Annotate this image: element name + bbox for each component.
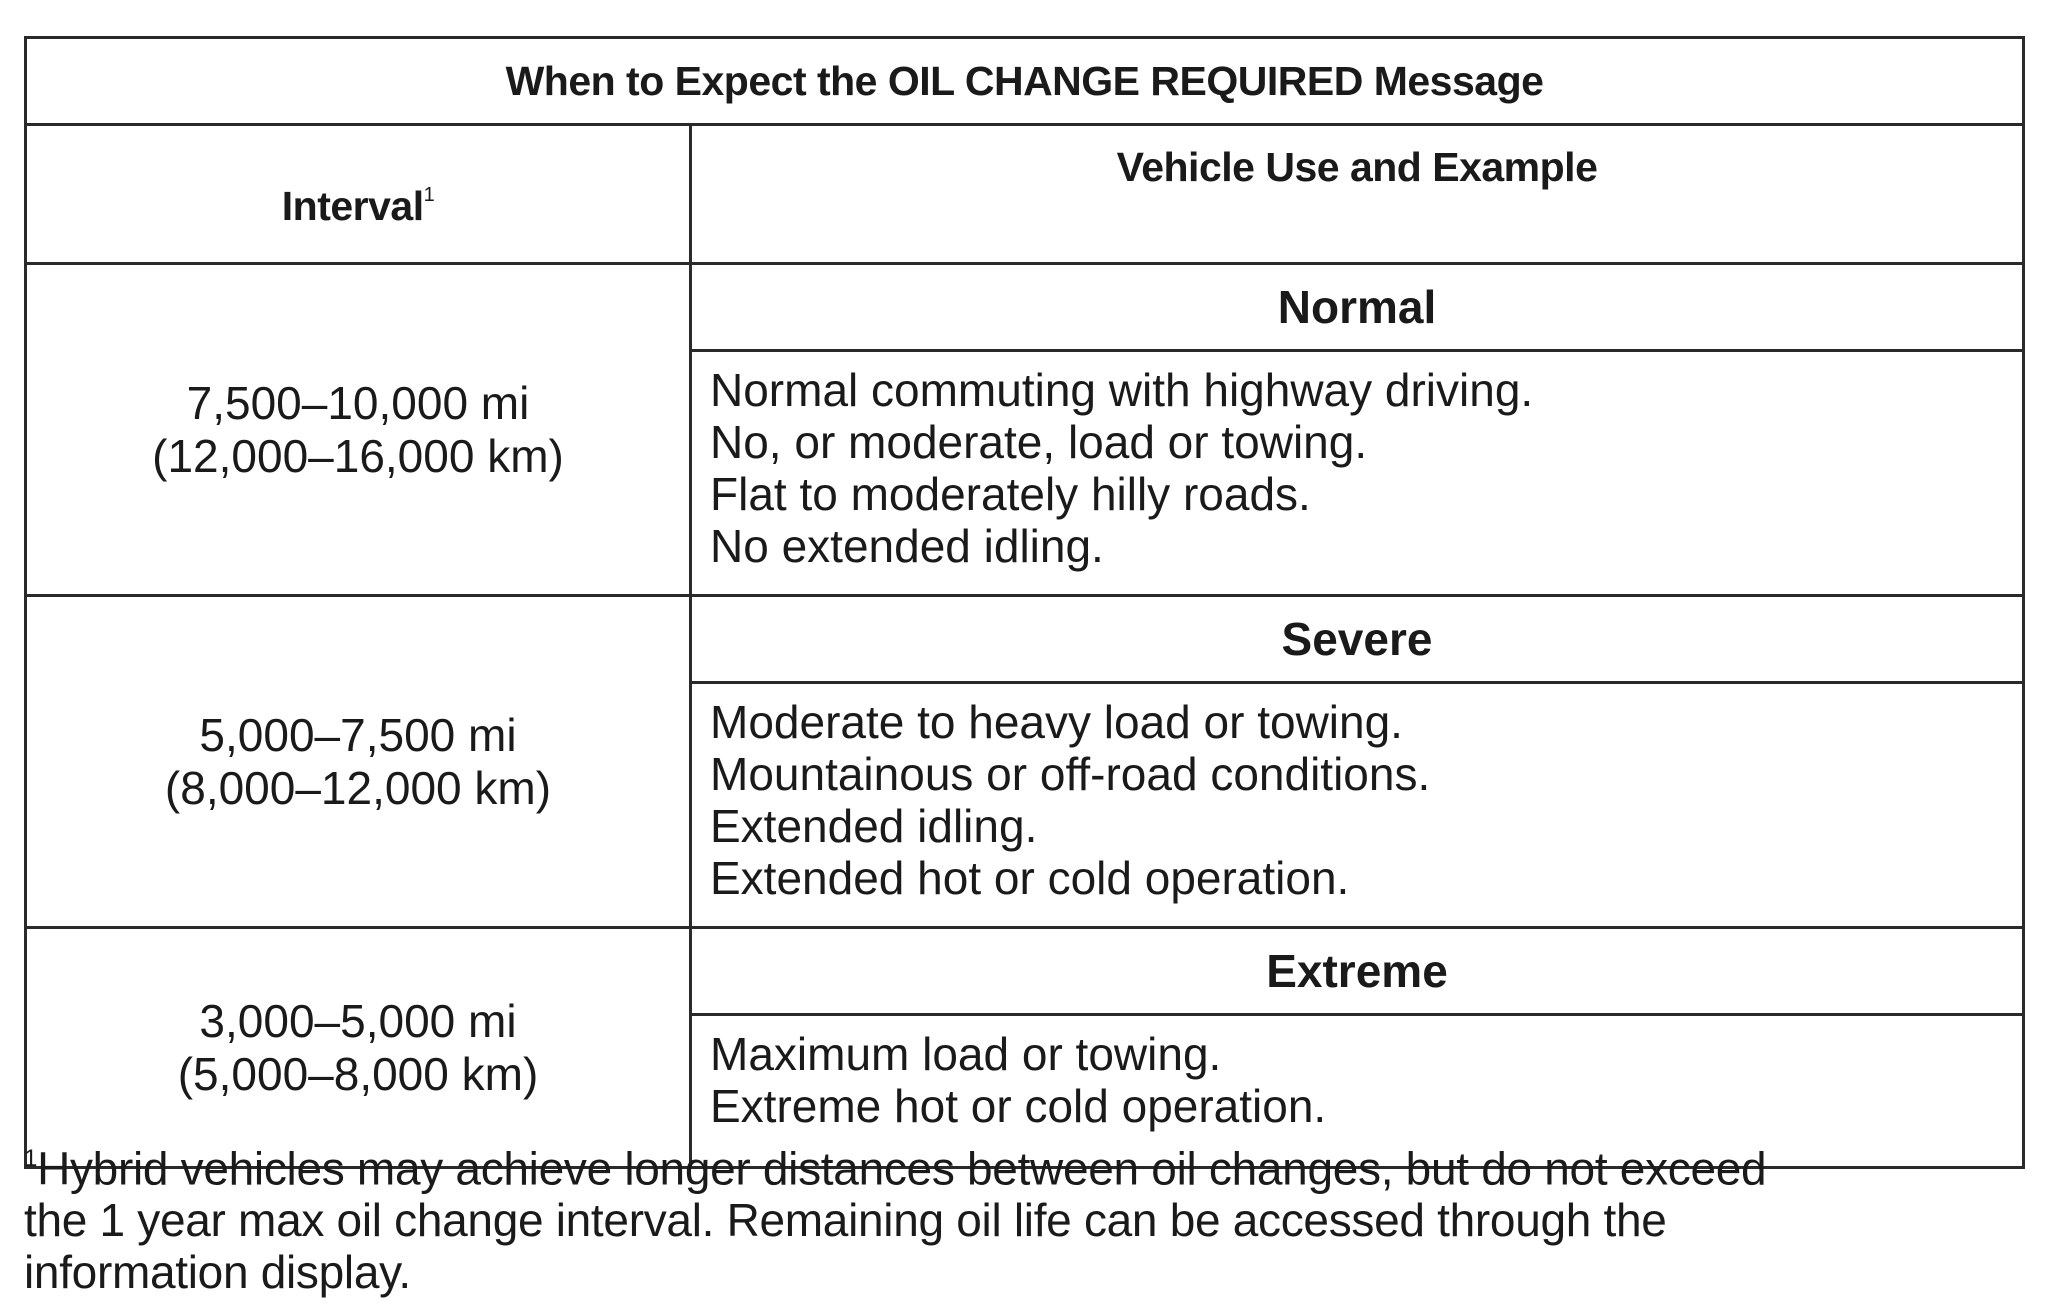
table-row-severe-category [26,596,2024,683]
interval-miles: 3,000–5,000 mi [199,994,517,1047]
interval-kilometers: (8,000–12,000 km) [164,761,552,814]
example-line: Maximum load or towing. [710,1028,1222,1080]
interval-header-label: Interval [281,182,424,229]
examples-severe [691,683,2024,928]
footnote-line: information display. [24,1246,411,1299]
footnote-marker: 1 [24,1145,38,1172]
example-line: Mountainous or off-road conditions. [710,748,1431,800]
table-title-row [26,38,2024,125]
footnote [24,1135,2022,1298]
vehicle-use-column-header: Vehicle Use and Example [691,125,2024,264]
example-line: Flat to moderately hilly roads. [710,468,1311,520]
interval-miles: 5,000–7,500 mi [199,708,517,761]
category-normal: Normal [691,264,2024,351]
interval-column-header [26,125,691,264]
oil-change-table [24,36,2025,1169]
table-title: When to Expect the OIL CHANGE REQUIRED Message [26,38,2024,125]
interval-cell-severe [26,596,691,928]
table-row-normal-category [26,264,2024,351]
footnote-text: Hybrid vehicles may achieve longer distances between oil changes, but do not exceed [37,1142,1767,1195]
interval-cell-normal [26,264,691,596]
footnote-line: the 1 year max oil change interval. Remaining oil life can be accessed through the [24,1194,1667,1247]
interval-kilometers: (5,000–8,000 km) [177,1047,539,1100]
example-line: Extreme hot or cold operation. [710,1080,1327,1132]
examples-normal [691,351,2024,596]
example-line: Extended idling. [710,800,1038,852]
category-severe: Severe [691,596,2024,683]
interval-cell-extreme [26,928,691,1168]
category-extreme: Extreme [691,928,2024,1015]
example-line: Moderate to heavy load or towing. [710,696,1403,748]
interval-kilometers: (12,000–16,000 km) [152,429,564,482]
example-line: Extended hot or cold operation. [710,852,1350,904]
footnote-line [24,1135,2022,1194]
example-line: Normal commuting with highway driving. [710,364,1534,416]
example-line: No extended idling. [710,520,1104,572]
interval-miles: 7,500–10,000 mi [186,376,530,429]
table-header-row [26,125,2024,264]
example-line: No, or moderate, load or towing. [710,416,1368,468]
footnote-marker: 1 [423,183,435,206]
table-row-extreme-category [26,928,2024,1015]
